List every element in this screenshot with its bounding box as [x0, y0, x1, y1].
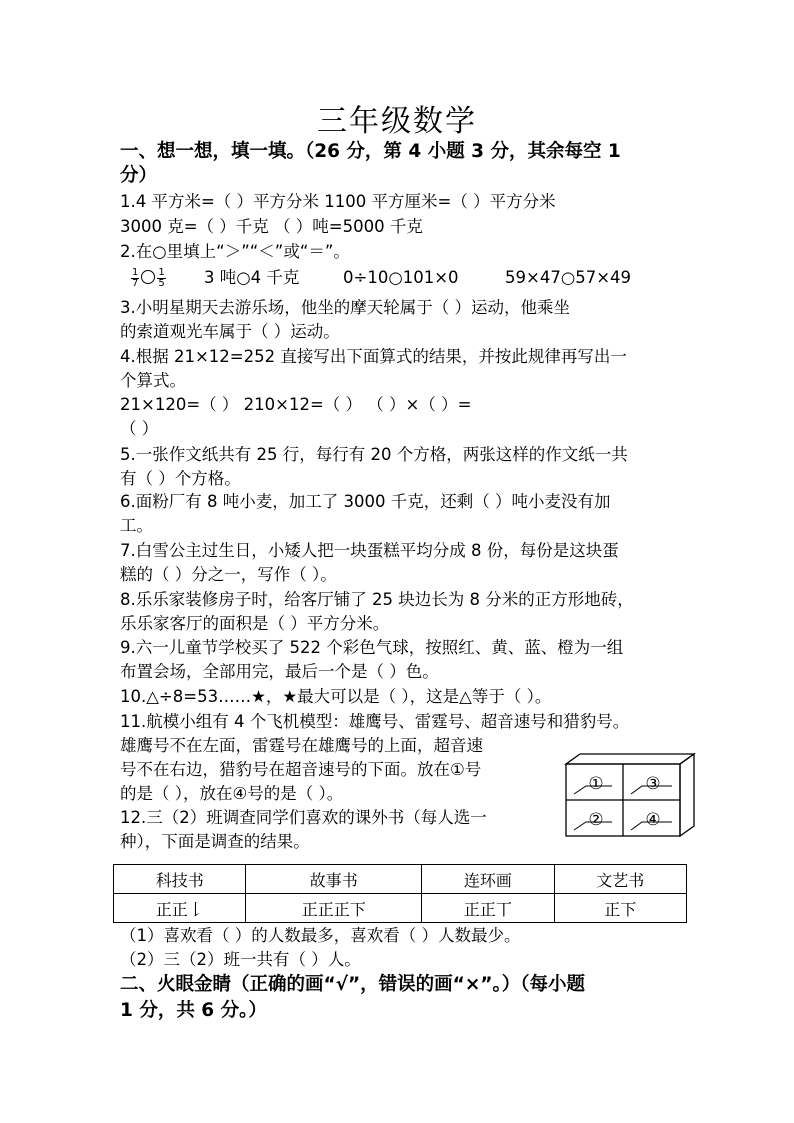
question-4-line4: （ ） [120, 419, 159, 438]
question-12-sub1: （1）喜欢看（ ）的人数最多，喜欢看（ ）人数最少。 [120, 926, 521, 945]
tally-cell-science: 正正𠄌 [114, 894, 246, 923]
question-2-item3: 0÷10○101×0 [343, 268, 459, 287]
header-cell-story: 故事书 [246, 865, 422, 894]
fraction-one-seventh: $\frac{1}{7}$ [132, 267, 139, 289]
question-11-line4: 的是（ ），放在④号的是（ ）。 [120, 784, 344, 803]
tally-cell-comic: 正正丅 [422, 894, 554, 923]
fraction-one-fifth: $\frac{1}{5}$ [158, 267, 165, 289]
question-1-line1: 1.4 平方米=（ ）平方分米 1100 平方厘米=（ ）平方分米 [120, 192, 556, 211]
question-11-line2: 雄鹰号不在左面，雷霆号在雄鹰号的上面，超音速 [120, 736, 483, 755]
tally-cell-story: 正正正下 [246, 894, 422, 923]
question-12-line2: 种），下面是调查的结果。 [120, 832, 310, 851]
question-5-line1: 5.一张作文纸共有 25 行，每行有 20 个方格，两张这样的作文纸一共 [120, 445, 628, 464]
header-cell-literature: 文艺书 [554, 865, 686, 894]
question-9-line2: 布置会场，全部用完，最后一个是（ ）色。 [120, 662, 439, 681]
section1-heading: 一、想一想，填一填。（26 分，第 4 小题 3 分，其余每空 1 [120, 141, 621, 162]
question-2-items [130, 266, 632, 290]
section1-heading-cont: 分） [120, 165, 158, 186]
question-4-line3: 21×120=（ ） 210×12=（ ） （ ）×（ ）= [120, 395, 472, 414]
cabinet-diagram [556, 750, 696, 840]
header-cell-comic: 连环画 [422, 865, 554, 894]
question-5-line2: 有（ ）个方格。 [120, 469, 241, 488]
compare-circle-icon [141, 270, 155, 284]
question-2-line1: 2.在○里填上“＞”“＜”或“＝”。 [120, 242, 350, 261]
question-2-item4: 59×47○57×49 [505, 268, 632, 287]
cabinet-label-1: ① [588, 774, 604, 794]
header-cell-science: 科技书 [114, 865, 246, 894]
question-12-line1: 12.三（2）班调查同学们喜欢的课外书（每人选一 [120, 808, 487, 827]
table-header-row [114, 865, 687, 894]
question-4-line1: 4.根据 21×12=252 直接写出下面算式的结果，并按此规律再写出一 [120, 347, 627, 366]
section2-heading-cont: 1 分，共 6 分。） [120, 1000, 267, 1021]
question-9-line1: 9.六一儿童节学校买了 522 个彩色气球，按照红、黄、蓝、橙为一组 [120, 638, 624, 657]
question-8-line2: 乐乐家客厅的面积是（ ）平方分米。 [120, 614, 390, 633]
question-2-item2: 3 吨○4 千克 [204, 268, 300, 287]
question-11-line1: 11.航模小组有 4 个飞机模型：雄鹰号、雷霆号、超音速号和猎豹号。 [120, 712, 630, 731]
question-3-line2: 的索道观光车属于（ ）运动。 [120, 322, 340, 341]
table-tally-row [114, 894, 687, 923]
question-4-line2: 个算式。 [120, 371, 186, 390]
cabinet-label-2: ② [588, 810, 604, 830]
question-6-line2: 工。 [120, 516, 153, 535]
question-6-line1: 6.面粉厂有 8 吨小麦，加工了 3000 千克，还剩（ ）吨小麦没有加 [120, 492, 611, 511]
question-3-line1: 3.小明星期天去游乐场，他坐的摩天轮属于（ ）运动，他乘坐 [120, 298, 570, 317]
question-8-line1: 8.乐乐家装修房子时，给客厅铺了 25 块边长为 8 分米的正方形地砖， [120, 590, 634, 609]
question-11-line3: 号不在右边，猎豹号在超音速号的下面。放在①号 [120, 760, 482, 779]
section2-heading: 二、火眼金睛（正确的画“√”，错误的画“×”。）（每小题 [120, 974, 585, 995]
question-7-line2: 糕的（ ）分之一，写作（ ）。 [120, 565, 337, 584]
cabinet-label-3: ③ [645, 774, 661, 794]
cabinet-top [566, 754, 694, 764]
cabinet-side [680, 754, 694, 836]
cabinet-label-4: ④ [645, 810, 661, 830]
question-7-line1: 7.白雪公主过生日，小矮人把一块蛋糕平均分成 8 份，每份是这块蛋 [120, 541, 619, 560]
question-1-line2: 3000 克=（ ）千克 （ ）吨=5000 千克 [120, 217, 423, 236]
page-title: 三年级数学 [317, 104, 477, 139]
tally-cell-literature: 正下 [554, 894, 686, 923]
book-survey-table [113, 864, 687, 923]
question-12-sub2: （2）三（2）班一共有（ ）人。 [120, 950, 361, 969]
question-10-line1: 10.△÷8=53……★，★最大可以是（ ），这是△等于（ ）。 [120, 687, 552, 706]
